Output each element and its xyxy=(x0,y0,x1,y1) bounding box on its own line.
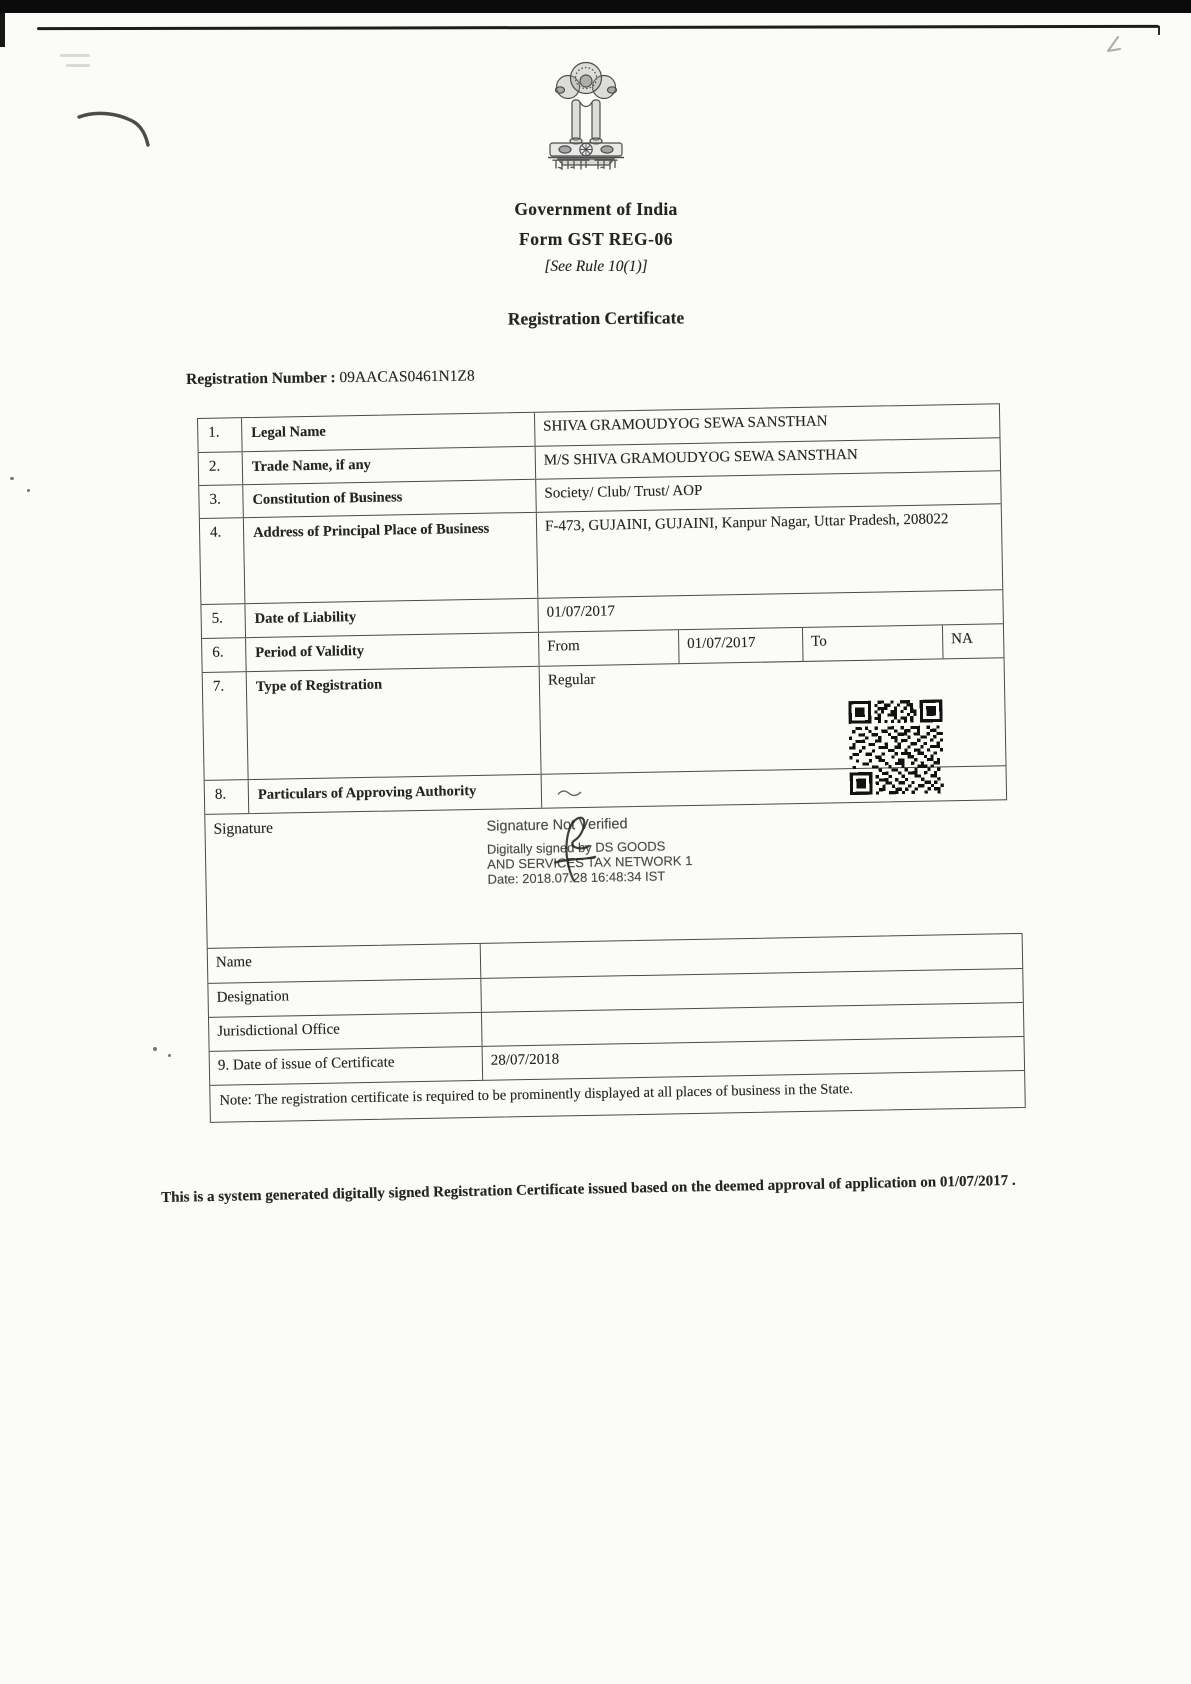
scanner-fold-line xyxy=(37,25,1159,30)
row-label: 9. Date of issue of Certificate xyxy=(210,1047,484,1085)
table-row-address xyxy=(200,503,1002,604)
government-heading: Government of India xyxy=(514,199,678,219)
row-label-text: Particulars of Approving Authority xyxy=(257,782,477,803)
validity-from-date: 01/07/2017 xyxy=(679,628,804,663)
row-value: SHIVA GRAMOUDYOG SEWA SANSTHAN xyxy=(543,413,828,435)
form-number-heading: Form GST REG-06 xyxy=(519,229,673,249)
scan-speck xyxy=(153,1047,157,1051)
row-label: Jurisdictional Office xyxy=(209,1013,483,1051)
address-text: F-473, GUJAINI, GUJAINI, Kanpur Nagar, Uttar Pradesh, 208022 xyxy=(544,511,949,535)
scan-smudge xyxy=(66,64,90,67)
signature-label: Signature xyxy=(213,819,274,838)
system-generated-footer: This is a system generated digitally signed Registration Certificate issued based on the deemed approval of application on 01/07/2017 . xyxy=(161,1172,1016,1206)
row-label: Legal Name xyxy=(242,413,536,451)
signature-detail-line: Date: 2018.07.28 16:48:34 IST xyxy=(487,868,666,887)
row-number: 2. xyxy=(199,452,244,485)
row-number: 7. xyxy=(203,672,249,780)
row-number: 5. xyxy=(201,604,246,638)
scan-speck xyxy=(168,1054,171,1057)
registration-number-value: 09AACAS0461N1Z8 xyxy=(339,367,475,387)
scan-speck xyxy=(27,489,30,492)
signature-detail-line: AND SERVICES TAX NETWORK 1 xyxy=(487,852,693,872)
scanner-left-edge xyxy=(0,13,5,47)
row-label: Period of Validity xyxy=(246,633,540,671)
row-number: 4. xyxy=(200,518,246,604)
row-value: Society/ Club/ Trust/ AOP xyxy=(544,482,703,502)
row-value: 28/07/2018 xyxy=(490,1051,560,1069)
registration-number-label: Registration Number : xyxy=(186,369,336,388)
scanner-top-band xyxy=(0,0,1191,13)
row-label: Name xyxy=(208,944,482,983)
validity-to-label: To xyxy=(803,625,944,661)
registration-number-line xyxy=(186,367,475,389)
row-label: Designation xyxy=(208,979,482,1017)
certificate-title: Registration Certificate xyxy=(507,307,685,329)
table-row-type-of-registration xyxy=(203,657,1006,780)
row-label: Address of Principal Place of Business xyxy=(244,513,539,603)
authority-table xyxy=(207,933,1026,1123)
ink-mark xyxy=(1098,33,1128,63)
certificate-table xyxy=(197,403,1007,815)
scan-speck xyxy=(10,477,14,480)
row-number: 1. xyxy=(198,418,243,452)
rule-reference: [See Rule 10(1)] xyxy=(544,258,648,275)
row-number: 3. xyxy=(199,485,244,518)
validity-to-date: NA xyxy=(951,630,973,648)
row-value xyxy=(540,658,1006,773)
signature-area xyxy=(204,800,1009,948)
validity-from-label: From xyxy=(539,630,680,666)
signature-detail-line: Digitally signed by DS GOODS xyxy=(486,838,666,857)
row-value: M/S SHIVA GRAMOUDYOG SEWA SANSTHAN xyxy=(543,446,858,469)
row-label: Type of Registration xyxy=(247,667,542,779)
row-value: 01/07/2017 xyxy=(546,603,616,621)
ashoka-emblem xyxy=(536,56,636,168)
scan-smudge xyxy=(60,54,90,57)
row-label: Trade Name, if any xyxy=(243,447,537,484)
row-label xyxy=(249,775,543,813)
signature-status: Signature Not Verified xyxy=(486,816,628,835)
row-label: Date of Liability xyxy=(245,599,539,637)
row-number: 6. xyxy=(202,638,247,672)
row-label: Constitution of Business xyxy=(243,480,537,517)
satyameva-jayate-motto xyxy=(552,158,618,171)
pen-mark xyxy=(76,105,156,150)
row-value xyxy=(537,504,1002,597)
row-number: 8. xyxy=(205,780,250,814)
display-note: Note: The registration certificate is required to be prominently displayed at all places of business in the State. xyxy=(210,1070,1025,1122)
signature-scribble xyxy=(548,810,599,887)
registration-type-text: Regular xyxy=(547,671,596,689)
certificate-body xyxy=(197,403,1026,1123)
